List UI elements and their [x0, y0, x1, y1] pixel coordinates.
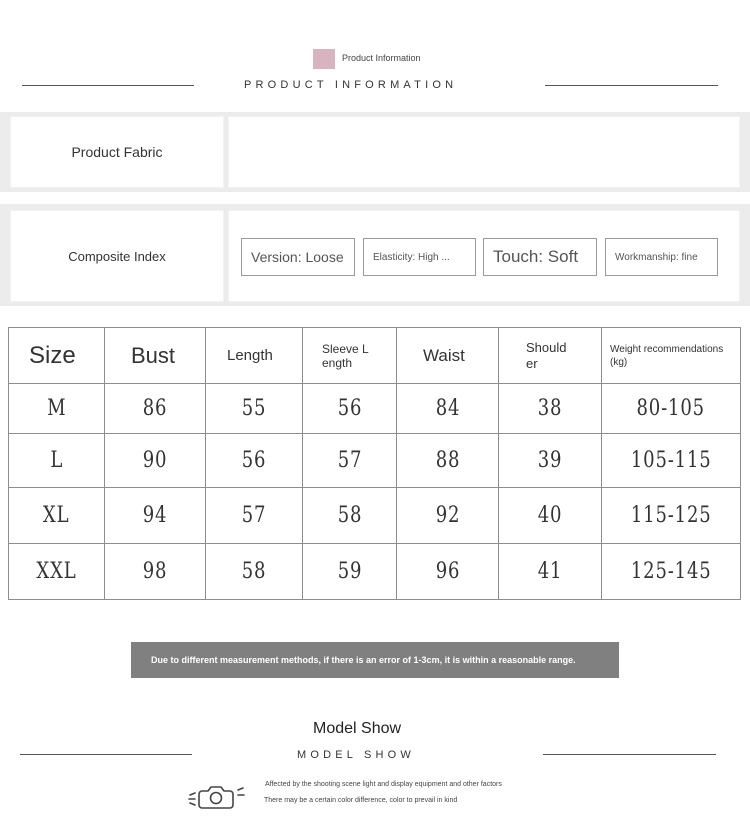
cell-shoulder: 41 [537, 559, 563, 584]
divider-right [545, 85, 718, 86]
table-row [9, 488, 741, 544]
table-header-row [9, 328, 741, 384]
header-length: Length [227, 346, 273, 364]
cell-waist: 92 [435, 503, 460, 528]
cell-weight: 80-105 [636, 396, 706, 421]
size-table [8, 327, 741, 600]
tag-version: Version: Loose [241, 238, 355, 276]
tag-touch: Touch: Soft [483, 238, 597, 276]
cell-size: XXL [36, 559, 77, 584]
section-title: PRODUCT INFORMATION [244, 79, 458, 91]
cell-weight: 125-145 [630, 559, 712, 584]
header-bust: Bust [131, 342, 176, 368]
composite-label-box [10, 210, 224, 302]
fabric-label: Product Fabric [71, 144, 163, 160]
table-row [9, 544, 741, 600]
cell-bust: 98 [142, 559, 168, 584]
fabric-label-box [10, 116, 224, 188]
cell-length: 56 [241, 448, 267, 473]
divider-right [543, 754, 716, 755]
divider-left [20, 754, 192, 755]
section-small-title: Product Information [342, 53, 421, 63]
cell-sleeve: 58 [337, 503, 362, 528]
cell-waist: 84 [435, 396, 460, 421]
tag-elasticity: Elasticity: High ... [363, 238, 476, 276]
cell-shoulder: 39 [537, 448, 563, 473]
header-weight: Weight recommendations (kg) [610, 343, 724, 368]
measurement-disclaimer-banner: Due to different measurement methods, if there is an error of 1-3cm, it is within a reasonable range. [131, 642, 619, 678]
cell-shoulder: 40 [537, 503, 563, 528]
cell-size: XL [43, 503, 70, 528]
cell-length: 57 [241, 503, 267, 528]
cell-length: 58 [241, 559, 267, 584]
header-waist: Waist [423, 345, 465, 365]
cell-weight: 115-125 [630, 503, 712, 528]
camera-icon [188, 782, 248, 812]
color-note-line2: There may be a certain color difference, color to prevail in kind [264, 797, 458, 804]
header-size: Size [29, 341, 76, 369]
cell-bust: 94 [142, 503, 168, 528]
cell-sleeve: 57 [337, 448, 362, 473]
cell-shoulder: 38 [537, 396, 563, 421]
cell-length: 55 [241, 396, 267, 421]
table-row [9, 384, 741, 434]
cell-sleeve: 59 [337, 559, 362, 584]
cell-bust: 86 [142, 396, 168, 421]
cell-waist: 96 [435, 559, 460, 584]
cell-bust: 90 [142, 448, 168, 473]
color-note-line1: Affected by the shooting scene light and display equipment and other factors [265, 781, 502, 788]
cell-sleeve: 56 [337, 396, 362, 421]
cell-size: M [46, 396, 67, 421]
fabric-value-box [228, 116, 740, 188]
cell-waist: 88 [435, 448, 460, 473]
tag-workmanship: Workmanship: fine [605, 238, 718, 276]
model-show-subtitle: MODEL SHOW [297, 749, 415, 761]
pink-color-swatch [313, 49, 335, 69]
cell-size: L [50, 448, 63, 473]
header-sleeve-length: Sleeve L ength [322, 341, 369, 370]
table-row [9, 434, 741, 488]
model-show-title: Model Show [313, 720, 402, 737]
composite-label: Composite Index [68, 248, 166, 264]
cell-weight: 105-115 [630, 448, 712, 473]
divider-left [22, 85, 194, 86]
header-shoulder: Should er [526, 339, 567, 371]
